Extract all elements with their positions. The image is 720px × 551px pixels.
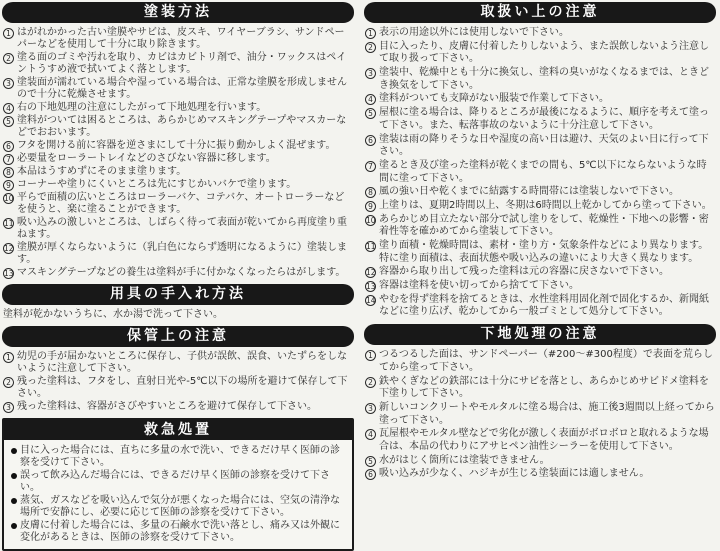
list-item: [365, 266, 715, 279]
item-text: 残った塗料は、フタをし、直射日光や-5℃以下の場所を避けて保存して下さい。: [17, 376, 348, 399]
item-text: 塗り面積・乾燥時間は、素材・塗り方・気象条件などにより異なります。特に塗り面積は、表面状態や吸い込みの違いにより大きく異なります。: [379, 240, 709, 264]
list-item: [11, 445, 345, 469]
item-text: つるつるした面は、サンドペーパー（#200～#300程度）で表面を荒らしてから塗って下さい。: [379, 349, 713, 373]
item-text: マスキングテープなどの養生は塗料が手に付かなくなったらはがします。: [17, 267, 346, 278]
list-item: [365, 160, 715, 185]
item-text: 塗料がついても支障がない服装で作業して下さい。: [379, 93, 609, 105]
circled-number-badge: 13: [366, 282, 376, 292]
section-header-handling-precautions: 取扱い上の注意: [364, 2, 716, 23]
item-text: 吸い込みの激しいところは、しばらく待って表面が乾いてから再度塗り重ねます。: [17, 217, 347, 240]
surface-prep-precautions-list: [364, 349, 716, 481]
circled-number-badge: 5: [365, 108, 376, 119]
list-item: [365, 27, 715, 40]
circled-number-badge: 1: [365, 28, 376, 39]
list-item: [365, 214, 715, 239]
first-aid-box: [2, 418, 354, 551]
list-item: [3, 179, 353, 191]
item-text: 風の強い日や乾くまでに結露する時間帯には塗装しないで下さい。: [379, 186, 679, 198]
list-item: [3, 77, 353, 101]
item-text: 誤って飲み込んだ場合には、できるだけ早く医師の診察を受けて下さい。: [20, 470, 330, 493]
bullet-icon: [11, 498, 17, 504]
item-text: 皮膚に付着した場合には、多量の石鹸水で洗い落とし、痛み又は外観に変化があるときは、医師の診察を受けて下さい。: [20, 520, 340, 543]
item-text: 容器は塗料を使い切ってから捨てて下さい。: [379, 280, 579, 292]
item-text: フタを開ける前に容器を逆さまにして十分に振り動かしよく混ぜます。: [17, 140, 336, 151]
item-text: 塗装中、乾燥中とも十分に換気し、塗料の臭いがなくなるまでは、ときどき換気をして下さい。: [379, 67, 709, 91]
section-painting-method: [2, 2, 354, 280]
list-item: [3, 115, 353, 139]
circled-number-badge: 6: [365, 135, 376, 146]
circled-number-badge: 6: [3, 141, 14, 152]
circled-number-badge: 5: [3, 116, 14, 127]
list-item: [3, 242, 353, 266]
circled-number-badge: 2: [3, 377, 14, 388]
circled-number-badge: 10: [4, 194, 14, 203]
left-column: [2, 2, 354, 543]
list-item: [365, 107, 715, 132]
painting-method-list: [2, 27, 354, 279]
item-text: 残った塗料は、容器がさびやすいところを避けて保存して下さい。: [17, 401, 317, 412]
item-text: 本品はうすめずにそのまま塗ります。: [17, 166, 187, 177]
tool-care-list: [2, 309, 354, 321]
circled-number-badge: 4: [365, 429, 376, 440]
list-item: [365, 376, 715, 401]
section-header-storage-precautions: 保管上の注意: [2, 326, 354, 347]
circled-number-badge: 12: [366, 268, 376, 278]
list-item: [3, 192, 353, 216]
circled-number-badge: 1: [365, 350, 376, 361]
section-first-aid: [2, 418, 354, 551]
item-text: 容器から取り出して残った塗料は元の容器に戻さないで下さい。: [379, 266, 669, 278]
item-text: 目に入ったり、皮膚に付着したりしないよう、また誤飲しないよう注意して取り扱って下さい。: [379, 40, 709, 65]
section-header-surface-prep-precautions: 下地処理の注意: [364, 324, 716, 345]
circled-number-badge: 11: [4, 219, 14, 228]
item-text: 必要量をローラートレイなどのさびない容器に移します。: [17, 153, 276, 164]
list-item: [365, 93, 715, 106]
list-item: [365, 349, 715, 374]
item-text: 塗装面が濡れている場合や湿っている場合は、正常な塗膜を形成しませんので十分に乾燥させます。: [17, 77, 347, 100]
item-text: あらかじめ目立たない部分で試し塗りをして、乾燥性・下地への影響・密着性等を確かめてから塗装して下さい。: [379, 213, 709, 238]
circled-number-badge: 13: [4, 269, 14, 278]
list-item: [365, 294, 715, 319]
list-item: [3, 153, 353, 165]
first-aid-list: [4, 440, 352, 549]
circled-number-badge: 4: [365, 94, 376, 105]
circled-number-badge: 3: [365, 403, 376, 414]
list-item: [3, 52, 353, 76]
item-text: 塗るとき及び塗った塗料が乾くまでの間も、5℃以下にならないような時間に塗って下さい。: [379, 159, 707, 184]
item-text: 塗料が乾かないうちに、水か湯で洗って下さい。: [3, 309, 223, 320]
circled-number-badge: 11: [366, 242, 376, 251]
section-handling-precautions: [364, 2, 716, 320]
item-text: 幼児の手が届かないところに保存し、子供が誤飲、誤食、いたずらをしないように注意して下さい。: [17, 351, 347, 374]
item-text: 目に入った場合には、直ちに多量の水で洗い、できるだけ早く医師の診察を受けて下さい。: [20, 445, 340, 468]
section-storage-precautions: [2, 326, 354, 414]
item-text: 鉄やくぎなどの鉄部には十分にサビを落とし、あらかじめサビドメ塗料を下塗りして下さい。: [379, 375, 709, 400]
circled-number-badge: 2: [3, 53, 14, 64]
list-item: [3, 351, 353, 375]
handling-precautions-list: [364, 27, 716, 319]
item-text: 塗膜が厚くならないように（乳白色にならず透明になるように）塗装します。: [17, 242, 347, 265]
circled-number-badge: 1: [3, 28, 14, 39]
right-column: [364, 2, 716, 480]
circled-number-badge: 10: [366, 215, 376, 225]
circled-number-badge: 4: [3, 103, 14, 114]
item-text: コーナーや塗りにくいところは先にすじかいバケで塗ります。: [17, 179, 297, 190]
list-item: [3, 102, 353, 114]
circled-number-badge: 3: [3, 78, 14, 89]
item-text: 塗装は雨の降りそうな日や湿度の高い日は避け、天気のよい日に行って下さい。: [379, 133, 709, 158]
item-text: 右の下地処理の注意にしたがって下地処理を行います。: [17, 102, 267, 113]
item-text: 水がはじく箇所には塗装できません。: [379, 454, 550, 466]
list-item: [365, 134, 715, 159]
item-text: 新しいコンクリートやモルタルに塗る場合は、施工後3週間以上経ってから塗って下さい。: [379, 401, 715, 426]
list-item: [3, 401, 353, 413]
circled-number-badge: 8: [365, 187, 376, 198]
list-item: [3, 267, 353, 279]
list-item: [3, 376, 353, 400]
list-item: [11, 520, 345, 544]
section-surface-prep-precautions: [364, 324, 716, 482]
item-text: 表示の用途以外には使用しないで下さい。: [379, 27, 569, 38]
item-text: 蒸気、ガスなどを吸い込んで気分が悪くなった場合には、空気の清浄な場所で安静にし、必要に応じて医師の診察を受けて下さい。: [20, 495, 340, 518]
bullet-icon: [11, 473, 17, 479]
circled-number-badge: 3: [3, 402, 14, 413]
list-item: [3, 166, 353, 178]
circled-number-badge: 7: [365, 161, 376, 172]
bullet-icon: [11, 448, 17, 454]
circled-number-badge: 5: [365, 456, 376, 467]
storage-precautions-list: [2, 351, 354, 413]
list-item: [365, 240, 715, 265]
section-header-first-aid: 救急処置: [4, 420, 352, 440]
list-item: [365, 468, 715, 481]
section-header-tool-care: 用具の手入れ方法: [2, 284, 354, 305]
circled-number-badge: 6: [365, 469, 376, 480]
circled-number-badge: 2: [365, 42, 376, 53]
item-text: 吸い込みが少なく、ハジキが生じる塗装面には適しません。: [379, 468, 650, 480]
item-text: 塗る面のゴミや汚れを取り、カビはカビトリ剤で、油分・ワックスはペイントうすめ液で拭いてよく落とします。: [17, 52, 347, 75]
list-item: [365, 455, 715, 468]
list-item: [365, 67, 715, 92]
list-item: [365, 280, 715, 293]
item-text: 平らで面積の広いところはローラーバケ、コテバケ、オートローラーなどを使うと、楽に塗ることができます。: [17, 192, 345, 215]
list-item: [3, 309, 353, 321]
circled-number-badge: 14: [366, 295, 376, 305]
item-text: 瓦屋根やモルタル壁などで劣化が激しく表面がボロボロと取れるような場合は、本品の代わりにアサヒペン油性シーラーを使用して下さい。: [379, 428, 709, 452]
item-text: はがれかかった古い塗膜やサビは、皮スキ、ワイヤーブラシ、サンドペーパーなどを使用して十分に取り除きます。: [17, 27, 345, 50]
list-item: [365, 41, 715, 66]
list-item: [3, 140, 353, 152]
item-text: やむを得ず塗料を捨てるときは、水性塗料用固化剤で固化するか、新聞紙などに塗り広げ、乾かしてから一般ゴミとして処分して下さい。: [379, 293, 709, 318]
list-item: [3, 217, 353, 241]
list-item: [365, 402, 715, 427]
item-text: 上塗りは、夏期2時間以上、冬期は6時間以上乾かしてから塗って下さい。: [379, 199, 712, 211]
circled-number-badge: 12: [4, 244, 14, 253]
bullet-icon: [11, 523, 17, 529]
list-item: [365, 186, 715, 199]
section-header-painting-method: 塗装方法: [2, 2, 354, 23]
circled-number-badge: 8: [3, 167, 14, 178]
item-text: 塗料がついては困るところは、あらかじめマスキングテープやマスカーなどでおおいます。: [17, 115, 347, 138]
section-tool-care: [2, 284, 354, 322]
item-text: 屋根に塗る場合は、降りるところが最後になるように、順序を考えて塗って下さい。また、転落事故のないように十分注意して下さい。: [379, 107, 709, 131]
circled-number-badge: 1: [3, 352, 14, 363]
circled-number-badge: 9: [3, 180, 14, 191]
circled-number-badge: 2: [365, 377, 376, 388]
list-item: [11, 470, 345, 494]
list-item: [11, 495, 345, 519]
list-item: [365, 200, 715, 213]
circled-number-badge: 3: [365, 68, 376, 79]
list-item: [3, 27, 353, 51]
circled-number-badge: 9: [365, 201, 376, 212]
circled-number-badge: 7: [3, 154, 14, 165]
